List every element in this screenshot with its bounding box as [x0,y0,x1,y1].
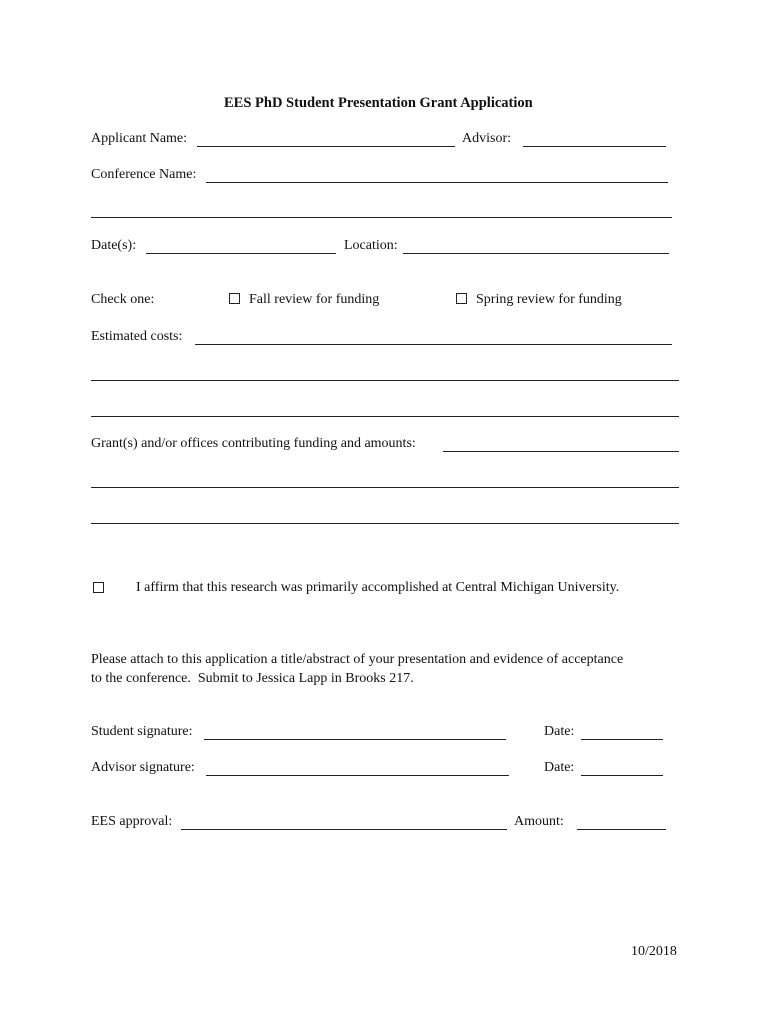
affirm-checkbox[interactable] [93,582,104,593]
instructions-line-1: Please attach to this application a title/abstract of your presentation and evidence of acceptance [91,652,624,667]
estimated-costs-field-line-2[interactable] [91,380,679,381]
fall-review-checkbox[interactable] [229,293,240,304]
instructions-line-2: to the conference. Submit to Jessica Lapp in Brooks 217. [91,671,414,686]
location-field[interactable] [403,253,669,254]
grants-field-line-2[interactable] [91,487,679,488]
footer-date: 10/2018 [631,944,677,959]
ees-approval-field[interactable] [181,829,507,830]
advisor-date-label: Date: [544,760,575,775]
grants-field[interactable] [443,451,679,452]
estimated-costs-label: Estimated costs: [91,329,183,344]
student-signature-label: Student signature: [91,724,193,739]
conference-name-label: Conference Name: [91,167,197,182]
dates-label: Date(s): [91,238,137,253]
spring-review-checkbox[interactable] [456,293,467,304]
advisor-signature-field[interactable] [206,775,509,776]
amount-field[interactable] [577,829,666,830]
grants-field-line-3[interactable] [91,523,679,524]
student-signature-field[interactable] [204,739,506,740]
applicant-name-label: Applicant Name: [91,131,188,146]
ees-approval-label: EES approval: [91,814,173,829]
estimated-costs-field-line-3[interactable] [91,416,679,417]
check-one-label: Check one: [91,292,155,307]
dates-field[interactable] [146,253,336,254]
advisor-date-field[interactable] [581,775,663,776]
advisor-field[interactable] [523,146,666,147]
conference-name-field[interactable] [206,182,668,183]
amount-label: Amount: [514,814,564,829]
applicant-name-field[interactable] [197,146,455,147]
location-label: Location: [344,238,398,253]
student-date-label: Date: [544,724,575,739]
affirm-statement: I affirm that this research was primarily accomplished at Central Michigan University. [136,580,620,595]
conference-name-field-continued[interactable] [91,217,672,218]
fall-review-label: Fall review for funding [249,292,380,307]
spring-review-label: Spring review for funding [476,292,622,307]
advisor-label: Advisor: [462,131,511,146]
grants-label: Grant(s) and/or offices contributing funding and amounts: [91,436,416,451]
advisor-signature-label: Advisor signature: [91,760,195,775]
estimated-costs-field[interactable] [195,344,672,345]
student-date-field[interactable] [581,739,663,740]
form-title: EES PhD Student Presentation Grant Application [224,95,533,111]
